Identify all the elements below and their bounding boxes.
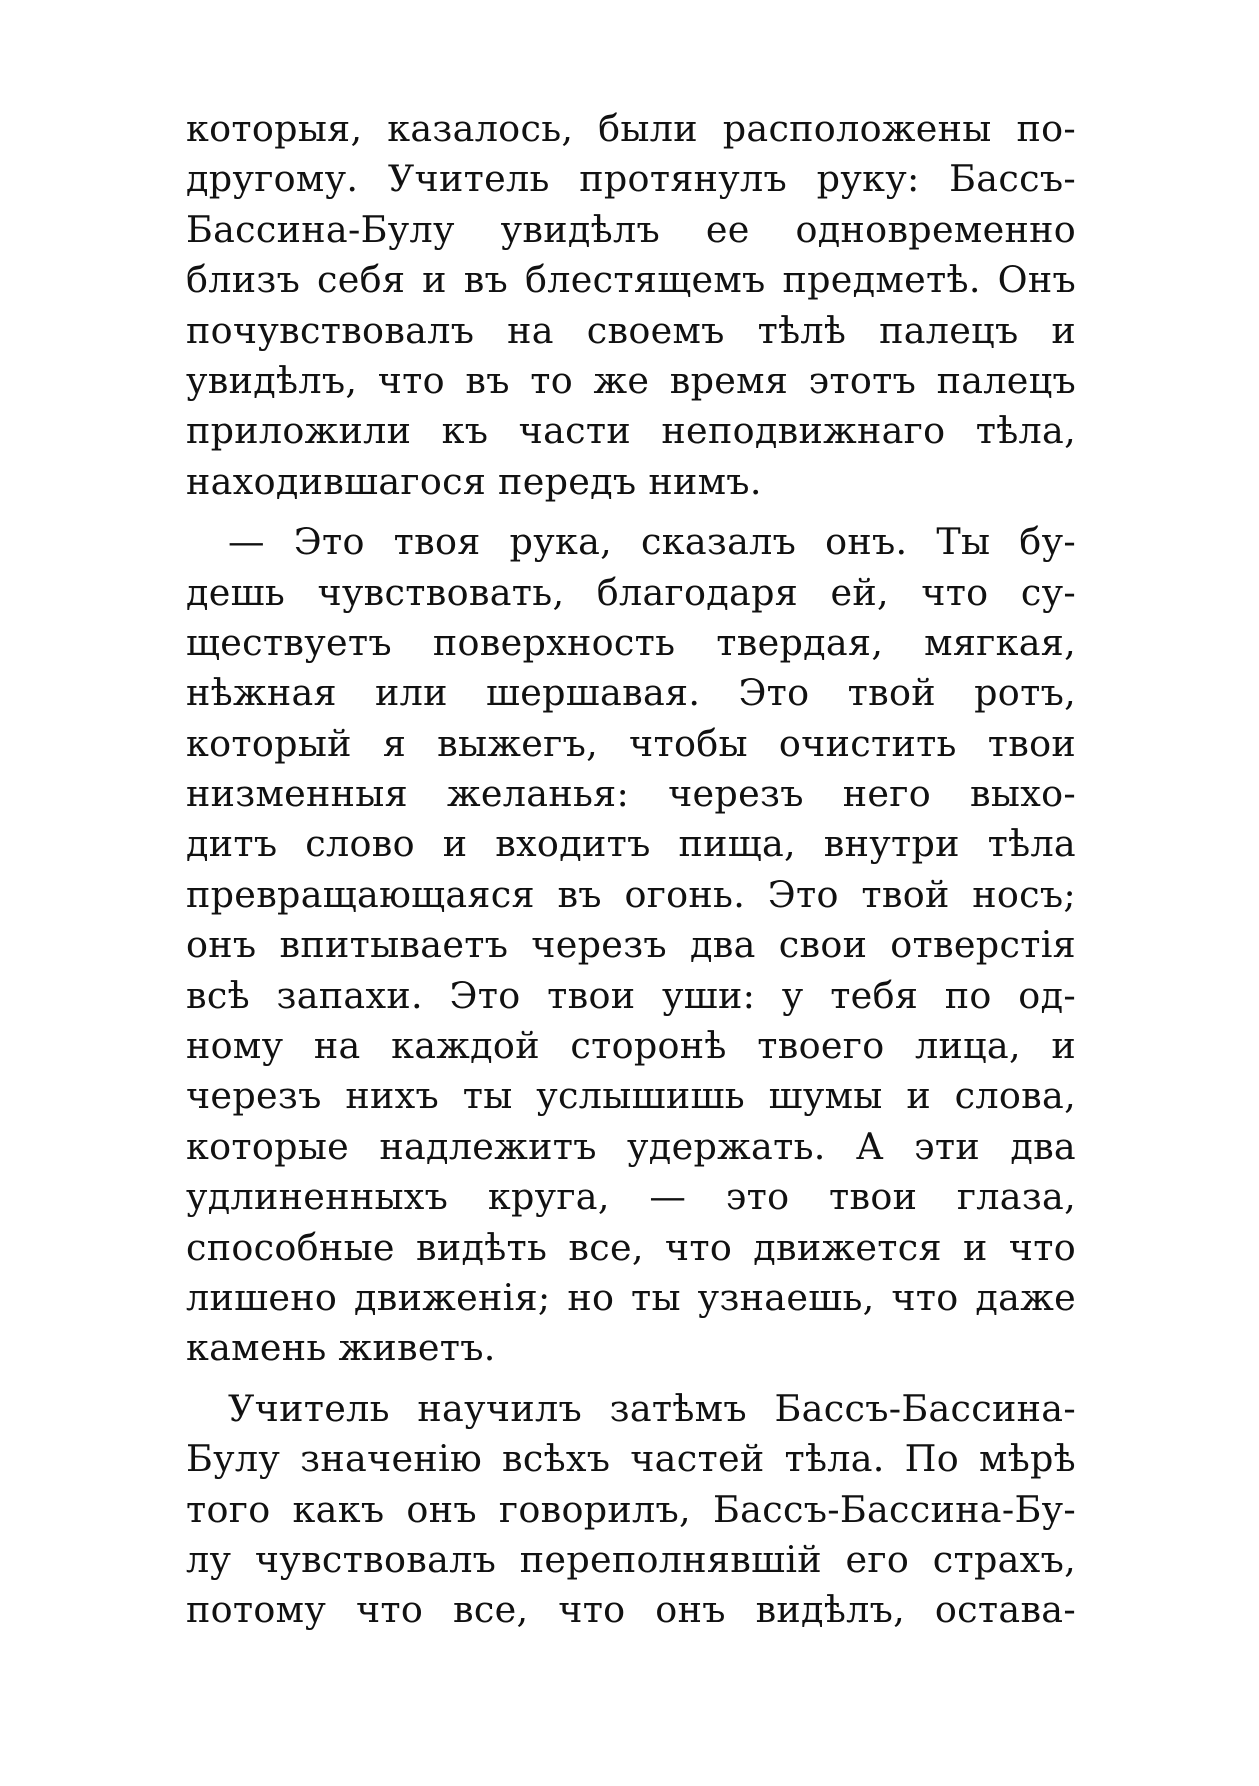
text-line: которые надлежитъ удержать. А эти два bbox=[186, 1124, 1076, 1168]
text-line: Учитель научилъ затѣмъ Бассъ-Бассина- bbox=[228, 1386, 1076, 1430]
text-line: камень живетъ. bbox=[186, 1326, 496, 1370]
text-line: которыя, казалось, были расположены по- bbox=[186, 107, 1076, 150]
paragraph-gap bbox=[186, 507, 1076, 517]
text-line: лишено движенія; но ты узнаешь, что даже bbox=[186, 1275, 1076, 1319]
text-line: ществуетъ поверхность твердая, мягкая, bbox=[186, 620, 1076, 664]
text-line: близъ себя и въ блестящемъ предметѣ. Онъ bbox=[186, 258, 1076, 302]
text-line: низменныя желанья: черезъ него выхо- bbox=[186, 772, 1076, 816]
text-line: который я выжегъ, чтобы очистить твои bbox=[186, 721, 1076, 765]
text-line: находившагося передъ нимъ. bbox=[186, 459, 762, 503]
text-line: всѣ запахи. Это твои уши: у тебя по од- bbox=[186, 973, 1076, 1017]
text-line: другому. Учитель протянулъ руку: Бассъ- bbox=[186, 157, 1076, 201]
text-line: черезъ нихъ ты услышишь шумы и слова, bbox=[186, 1074, 1076, 1118]
text-line: того какъ онъ говорилъ, Бассъ-Бассина-Бу- bbox=[186, 1487, 1076, 1531]
text-line: лу чувствовалъ переполнявшій его страхъ, bbox=[186, 1537, 1076, 1581]
page-text bbox=[186, 104, 1076, 1636]
text-line: приложили къ части неподвижнаго тѣла, bbox=[186, 409, 1076, 453]
paragraph-2 bbox=[186, 517, 1076, 1374]
text-line: — Это твоя рука, сказалъ онъ. Ты бу- bbox=[228, 520, 1076, 564]
text-line: почувствовалъ на своемъ тѣлѣ палецъ и bbox=[186, 308, 1076, 352]
paragraph-3 bbox=[186, 1384, 1076, 1636]
text-line: дешь чувствовать, благодаря ей, что су- bbox=[186, 570, 1076, 614]
text-line: нѣжная или шершавая. Это твой ротъ, bbox=[186, 671, 1076, 715]
text-line: Бассина-Булу увидѣлъ ее одновременно bbox=[186, 207, 1076, 251]
text-line: способные видѣть все, что движется и что bbox=[186, 1225, 1076, 1269]
text-line: потому что все, что онъ видѣлъ, остава- bbox=[186, 1588, 1076, 1632]
text-line: превращающаяся въ огонь. Это твой носъ; bbox=[186, 872, 1076, 916]
text-line: ному на каждой сторонѣ твоего лица, и bbox=[186, 1024, 1076, 1068]
paragraph-gap bbox=[186, 1374, 1076, 1384]
text-line: удлиненныхъ круга, — это твои глаза, bbox=[186, 1175, 1076, 1219]
text-line: дитъ слово и входитъ пища, внутри тѣла bbox=[186, 822, 1076, 866]
paragraph-1 bbox=[186, 104, 1076, 507]
text-line: увидѣлъ, что въ то же время этотъ палецъ bbox=[186, 358, 1076, 402]
text-line: онъ впитываетъ черезъ два свои отверстія bbox=[186, 923, 1076, 967]
text-line: Булу значенію всѣхъ частей тѣла. По мѣрѣ bbox=[186, 1437, 1076, 1481]
